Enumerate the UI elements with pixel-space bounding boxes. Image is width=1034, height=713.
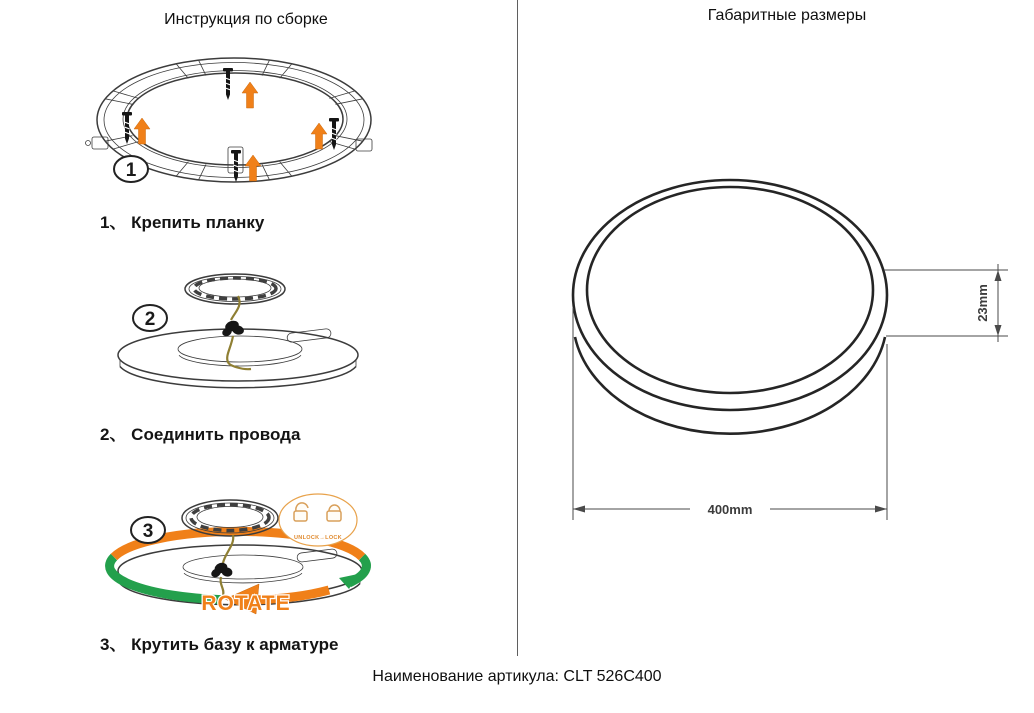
- step2-number: 2: [144, 309, 156, 330]
- plate-slot: [287, 328, 332, 342]
- step1-mounting-ring-diagram: [60, 55, 400, 205]
- assembly-instructions-title: Инструкция по сборке: [164, 11, 328, 28]
- height-dimension: [884, 264, 1008, 342]
- diameter-dimension-label: 400mm: [707, 502, 753, 517]
- overall-dimensions-title: Габаритные размеры: [707, 7, 867, 24]
- step3-rotate-base-diagram: [75, 473, 425, 635]
- lock-bubble: [279, 494, 357, 546]
- lamp-ring: [185, 274, 285, 304]
- dimensional-drawing: [540, 158, 1034, 538]
- height-dimension-label: 23mm: [975, 284, 990, 322]
- lamp-outline: [573, 180, 887, 434]
- step2-badge: [133, 305, 167, 331]
- base-plate: [118, 328, 358, 387]
- wire-connection: [221, 296, 251, 369]
- insert-direction-arrows: [134, 82, 327, 181]
- step3-label: 3、 Крутить базу к арматуре: [100, 635, 339, 654]
- lamp-ring: [182, 500, 278, 536]
- unlock-lock-label: UNLOCK→LOCK: [294, 535, 342, 541]
- step1-badge: [114, 156, 148, 182]
- ring-clip-left: [92, 137, 108, 149]
- wire-connection: [210, 535, 234, 595]
- article-name: Наименование артикула: CLT 526C400: [372, 668, 662, 685]
- step1-label: 1、 Крепить планку: [100, 213, 265, 232]
- plate-slot: [297, 549, 338, 563]
- step3-badge: [131, 517, 165, 543]
- diameter-dimension: [573, 308, 887, 520]
- section-divider: [517, 0, 518, 656]
- step2-label: 2、 Соединить провода: [100, 425, 301, 444]
- step3-number: 3: [142, 521, 154, 542]
- step1-number: 1: [125, 160, 137, 181]
- rotate-label: ROTATE: [201, 592, 291, 615]
- ring-hole-left: [86, 141, 91, 146]
- step2-connect-wires-diagram: [95, 248, 415, 398]
